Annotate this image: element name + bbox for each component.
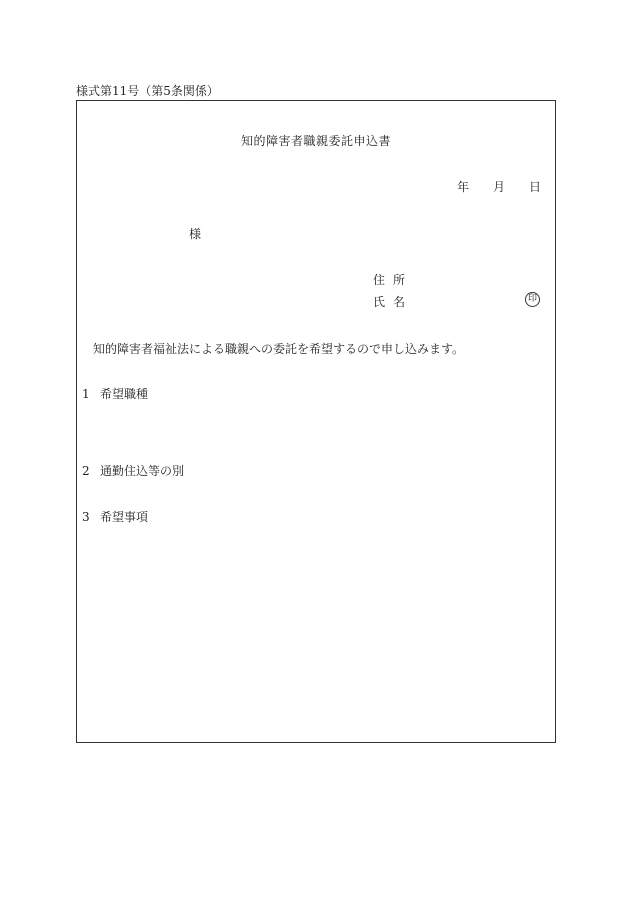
date-year-label: 年	[457, 180, 470, 194]
addressee-suffix: 様	[189, 227, 202, 241]
form-number: 様式第11号（第5条関係）	[76, 84, 219, 98]
item-number: 3	[82, 510, 90, 524]
seal-mark: 印	[525, 292, 540, 307]
date-day-label: 日	[529, 180, 542, 194]
item-number: 2	[82, 464, 90, 478]
form-title: 知的障害者職親委託申込書	[240, 134, 391, 148]
item-number: 1	[82, 387, 90, 401]
item-desired-matters: 希望事項	[100, 510, 149, 524]
item-commute-or-live-in: 通勤住込等の別	[100, 464, 185, 478]
application-statement: 知的障害者福祉法による職親への委託を希望するので申し込みます。	[93, 342, 465, 356]
address-label: 住所	[373, 273, 414, 287]
item-desired-occupation: 希望職種	[100, 387, 149, 401]
application-form-frame	[76, 100, 556, 743]
date-month-label: 月	[493, 180, 506, 194]
name-label: 氏名	[373, 295, 414, 309]
